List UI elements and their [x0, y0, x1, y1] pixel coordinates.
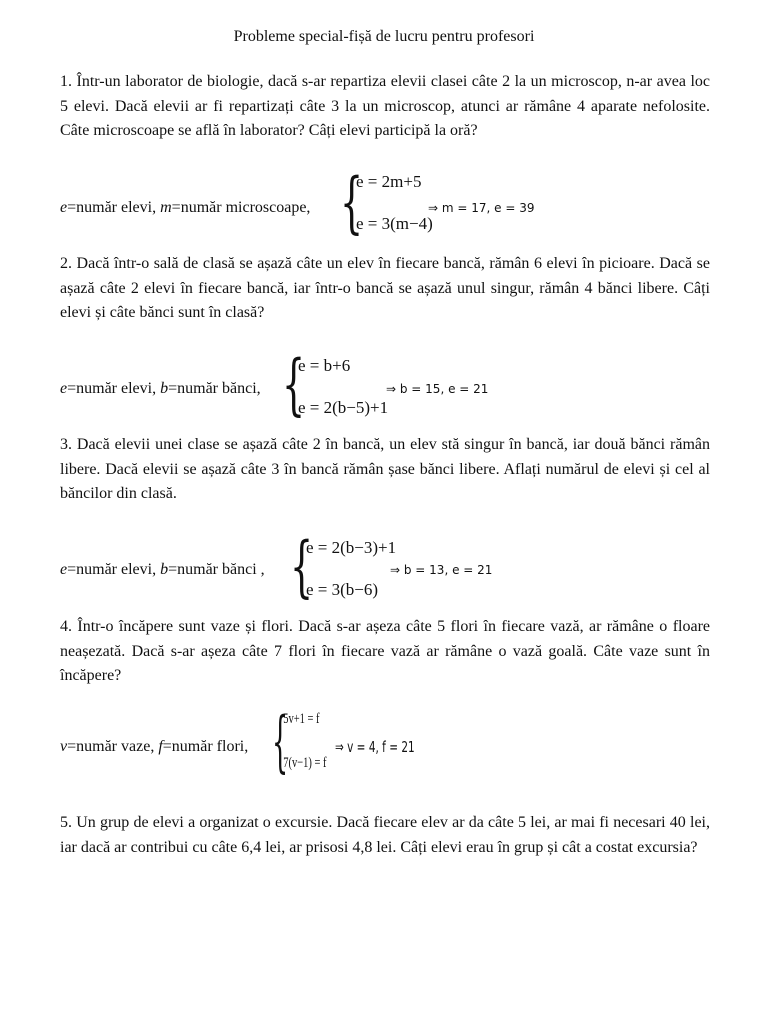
- equation-2: e = 3(b−6): [306, 580, 379, 599]
- variable-f-definition: =număr flori,: [162, 738, 249, 755]
- equation-2: e = 3(m−4): [356, 214, 433, 233]
- variable-f: f: [158, 738, 163, 755]
- variable-b-definition: =număr bănci,: [168, 380, 261, 397]
- variable-b: b: [160, 380, 169, 397]
- variable-e: e: [60, 561, 68, 578]
- variable-m-definition: =număr microscoape,: [171, 199, 311, 216]
- problem-2-variables: [60, 380, 261, 398]
- variable-v: v: [60, 738, 68, 755]
- problem-2-text: 2. Dacă într-o sală de clasă se așază câte un elev în fiecare bancă, rămân 6 elevi în picioare. Dacă se așază câte 2 elevi în fiecare bancă, iar într-o bancă se așază unul singur, rămân 4 bănci libere. Câți elevi și câte bănci sunt în clasă?: [60, 255, 710, 321]
- variable-m: m: [160, 199, 172, 216]
- variable-e: e: [60, 380, 68, 397]
- equation-1: 5v+1 = f: [283, 711, 320, 727]
- equation-1: e = b+6: [298, 356, 351, 375]
- problem-4-text: 4. Într-o încăpere sunt vaze și flori. Dacă s-ar așeza câte 5 flori în fiecare vază, ar rămâne o floare neașezată. Dacă s-ar așeza câte 7 flori în fiecare vază ar rămâne o vază goală. Câte vaze sunt în încăpere?: [60, 618, 710, 684]
- curly-brace: {: [272, 703, 289, 780]
- variable-e-definition: =număr elevi,: [67, 380, 161, 397]
- problem-3-result: ⇒ b = 13, e = 21: [390, 563, 493, 577]
- page-title: Probleme special-fișă de lucru pentru profesori: [233, 28, 535, 45]
- equation-1: e = 2(b−3)+1: [306, 538, 397, 557]
- curly-brace: {: [340, 164, 364, 241]
- problem-3-system: [290, 528, 400, 612]
- variable-b: b: [160, 561, 169, 578]
- problem-3-text: 3. Dacă elevii unei clase se așază câte 2 în bancă, un elev stă singur în bancă, iar două bănci rămân libere. Dacă elevii se așază câte 3 în bancă rămân șase bănci libere. Aflați numărul de elevi și cel al băncilor din clasă.: [60, 436, 710, 502]
- problem-2-result: ⇒ b = 15, e = 21: [386, 382, 489, 396]
- problem-2-system: [282, 346, 392, 430]
- variable-e-definition: =număr elevi,: [67, 561, 161, 578]
- variable-e-definition: =număr elevi,: [67, 199, 161, 216]
- curly-brace: {: [290, 528, 314, 605]
- variable-b-definition: =număr bănci ,: [168, 561, 265, 578]
- problem-4-result: ⇒ v = 4, f = 21: [335, 738, 415, 756]
- variable-e: e: [60, 199, 68, 216]
- equation-2: 7(v−1) = f: [283, 755, 327, 771]
- variable-v-definition: =număr vaze,: [67, 738, 159, 755]
- problem-1-text: 1. Într-un laborator de biologie, dacă s-ar repartiza elevii clasei câte 2 la un microscop, n-ar avea loc 5 elevi. Dacă elevii ar fi repartizați câte 3 la un microscop, atunci ar rămâne 4 aparate nefolosite. Câte microscoape se află în laborator? Câți elevi participă la oră?: [60, 73, 710, 139]
- problem-1-result: ⇒ m = 17, e = 39: [428, 201, 535, 215]
- problem-3-variables: [60, 561, 265, 579]
- equation-2: e = 2(b−5)+1: [298, 398, 389, 417]
- problem-5-text: 5. Un grup de elevi a organizat o excursie. Dacă fiecare elev ar da câte 5 lei, ar mai fi necesari 40 lei, iar dacă ar contribui cu câte 6,4 lei, ar prisosi 4,8 lei. Câți elevi erau în grup și cât a costat excursia?: [60, 814, 710, 856]
- equation-1: e = 2m+5: [356, 172, 422, 191]
- problem-1-variables: [60, 199, 310, 217]
- curly-brace: {: [282, 346, 306, 423]
- problem-4-variables: [60, 738, 248, 756]
